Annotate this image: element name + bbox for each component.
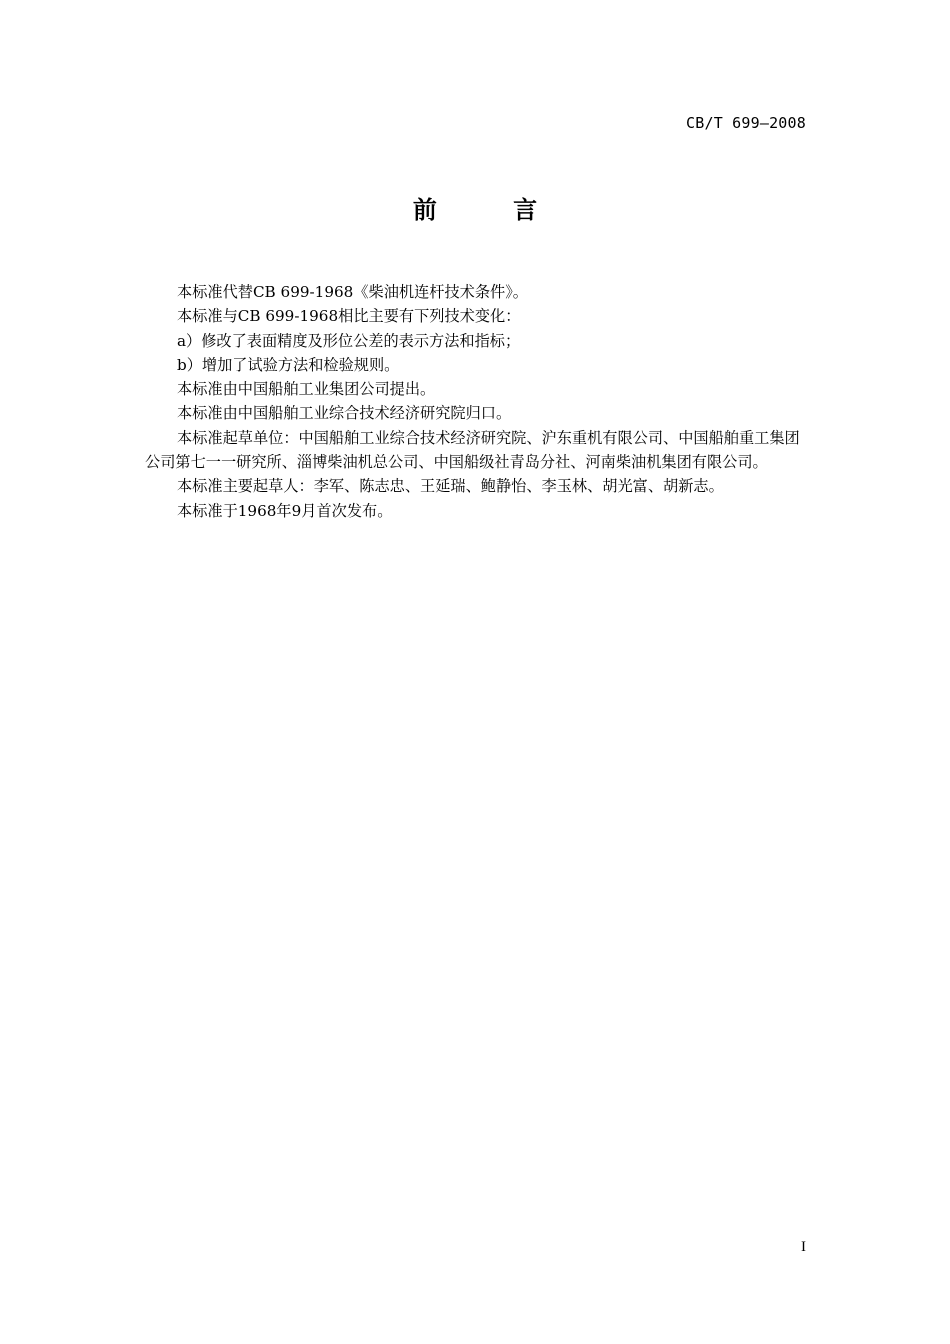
paragraph-proposed-by: 本标准由中国船舶工业集团公司提出。 <box>177 380 436 399</box>
paragraph-drafters: 本标准主要起草人：李军、陈志忠、王延瑞、鲍静怡、李玉林、胡光富、胡新志。 <box>177 477 724 496</box>
page-number: I <box>801 1239 806 1255</box>
paragraph-first-issued: 本标准于1968年9月首次发布。 <box>177 501 393 520</box>
paragraph-centralized-by: 本标准由中国船舶工业综合技术经济研究院归口。 <box>177 404 512 423</box>
paragraph-change-b: b）增加了试验方法和检验规则。 <box>177 355 400 374</box>
foreword-body <box>145 280 810 523</box>
paragraph-drafting-units: 本标准起草单位：中国船舶工业综合技术经济研究院、沪东重机有限公司、中国船舶重工集团公司第七一一研究所、淄博柴油机总公司、中国船级社青岛分社、河南柴油机集团有限公司。 <box>145 428 800 472</box>
paragraph-change-a: a）修改了表面精度及形位公差的表示方法和指标； <box>177 331 521 350</box>
paragraph-changes-intro: 本标准与CB 699-1968相比主要有下列技术变化： <box>177 307 521 326</box>
page-title: 前 言 <box>412 196 572 224</box>
standard-code: CB/T 699—2008 <box>686 114 806 132</box>
paragraph-replaces: 本标准代替CB 699-1968《柴油机连杆技术条件》。 <box>177 283 528 301</box>
